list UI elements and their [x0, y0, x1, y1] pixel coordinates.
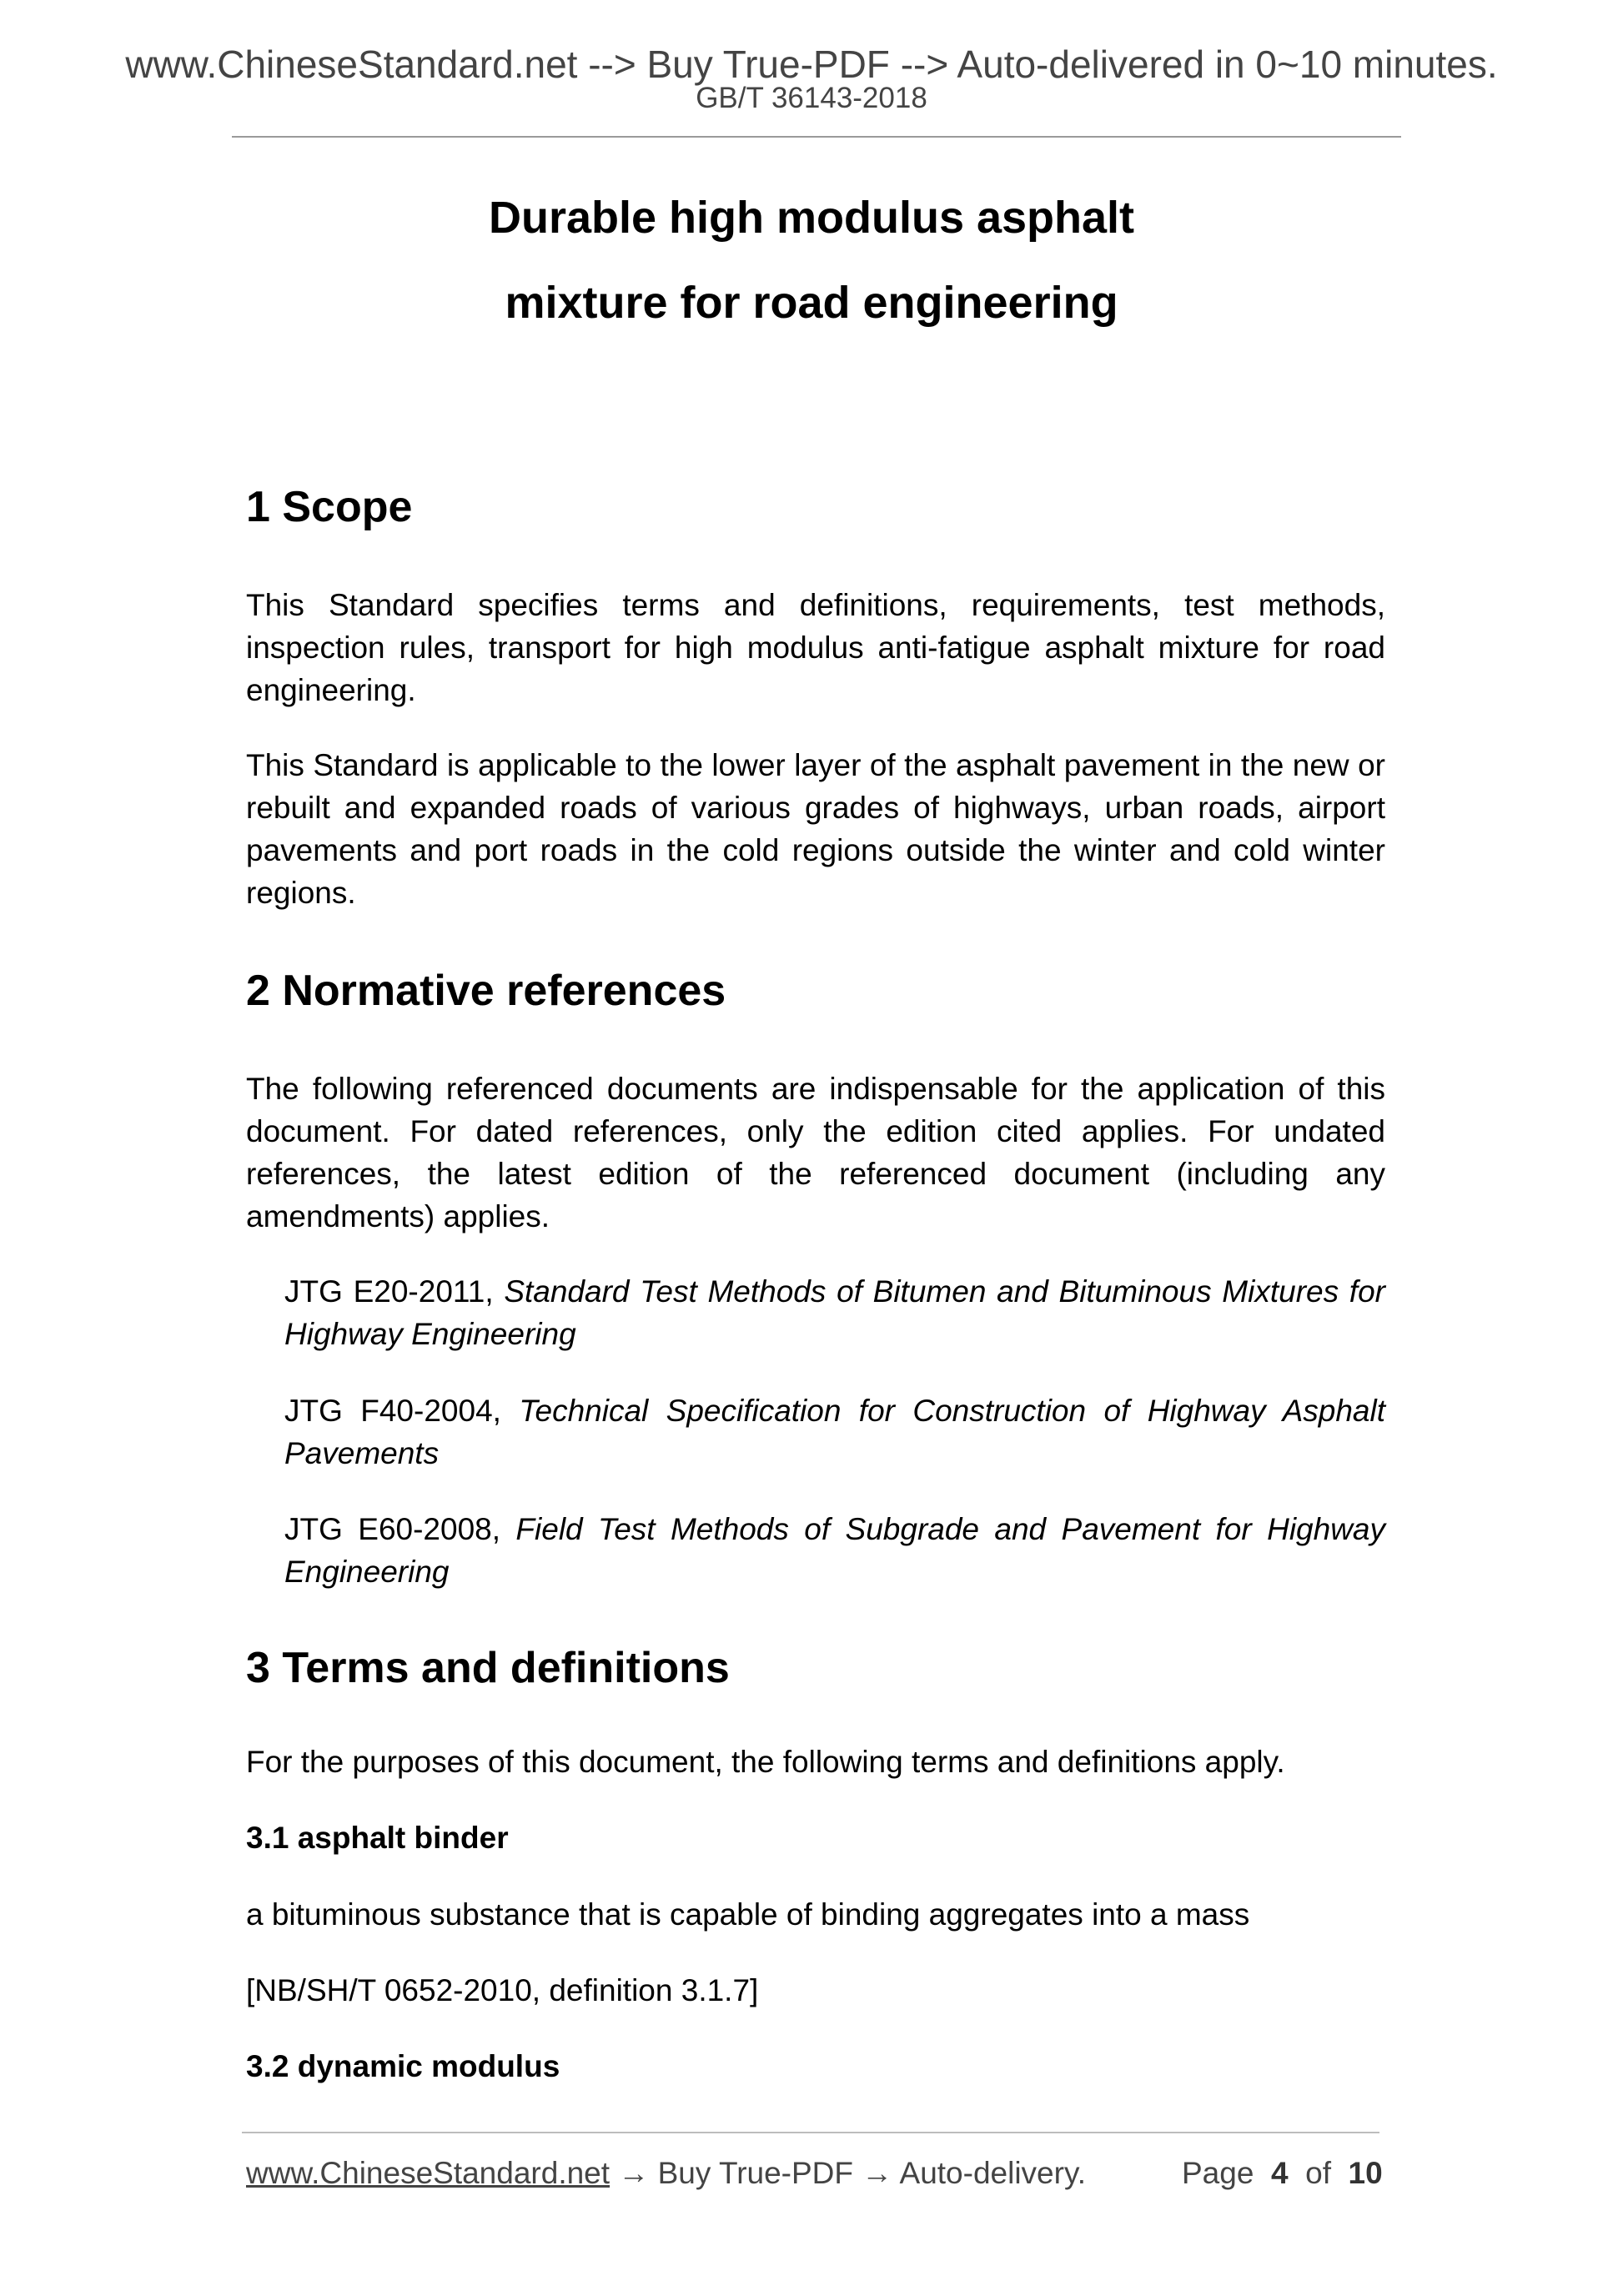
reference-title: Technical Specification for Construction of Highway Asphalt Pavements: [284, 1394, 1385, 1470]
footer-website-link[interactable]: www.ChineseStandard.net: [246, 2156, 611, 2190]
reference-item: [284, 1270, 1385, 1355]
page-total: 10: [1348, 2156, 1383, 2190]
document-title-line-1: Durable high modulus asphalt: [488, 193, 1135, 243]
reference-item: [284, 1508, 1385, 1593]
page-label: Page: [1182, 2156, 1254, 2190]
term-heading-dynamic-modulus: 3.2 dynamic modulus: [246, 2049, 560, 2083]
scope-paragraph-2: This Standard is applicable to the lower layer of the asphalt pavement in the new or rebuilt and expanded roads of various grades of highways, urban roads, airport pavements and port roads in the cold regions outside the winter and cold winter regions.: [246, 748, 1385, 910]
section-heading-terms-and-definitions: 3 Terms and definitions: [246, 1644, 730, 1692]
document-title-line-2: mixture for road engineering: [505, 278, 1118, 328]
term-source-asphalt-binder: [NB/SH/T 0652-2010, definition 3.1.7]: [246, 1973, 759, 2007]
standard-code: GB/T 36143-2018: [696, 82, 927, 114]
term-heading-asphalt-binder: 3.1 asphalt binder: [246, 1821, 509, 1855]
reference-code: JTG E20-2011,: [284, 1274, 505, 1309]
terms-intro-paragraph: For the purposes of this document, the following terms and definitions apply.: [246, 1745, 1285, 1779]
footer-left: [246, 2156, 1086, 2191]
header-banner: www.ChineseStandard.net --> Buy True-PDF --> Auto-delivered in 0~10 minutes.: [125, 43, 1498, 86]
footer-tagline: → Buy True-PDF → Auto-delivery.: [610, 2156, 1086, 2190]
header-divider: [232, 136, 1401, 138]
footer-divider: [242, 2132, 1379, 2133]
term-definition-asphalt-binder: a bituminous substance that is capable of binding aggregates into a mass: [246, 1897, 1250, 1932]
section-heading-scope: 1 Scope: [246, 483, 413, 531]
reference-title: Field Test Methods of Subgrade and Pavement for Highway Engineering: [284, 1512, 1385, 1589]
reference-code: JTG E60-2008,: [284, 1512, 516, 1546]
normative-intro-paragraph: The following referenced documents are indispensable for the application of this document. For dated references, only the edition cited applies. For undated references, the latest edition of the referenced document (including any amendments) applies.: [246, 1072, 1385, 1233]
page-indicator: [1182, 2156, 1383, 2191]
section-heading-normative-references: 2 Normative references: [246, 967, 726, 1015]
reference-title: Standard Test Methods of Bitumen and Bituminous Mixtures for Highway Engineering: [284, 1274, 1385, 1351]
reference-code: JTG F40-2004,: [284, 1394, 520, 1428]
scope-paragraph-1: This Standard specifies terms and definitions, requirements, test methods, inspection rules, transport for high modulus anti-fatigue asphalt mixture for road engineering.: [246, 588, 1385, 707]
page-of-label: of: [1305, 2156, 1331, 2190]
page-current: 4: [1270, 2156, 1289, 2190]
reference-item: [284, 1389, 1385, 1475]
